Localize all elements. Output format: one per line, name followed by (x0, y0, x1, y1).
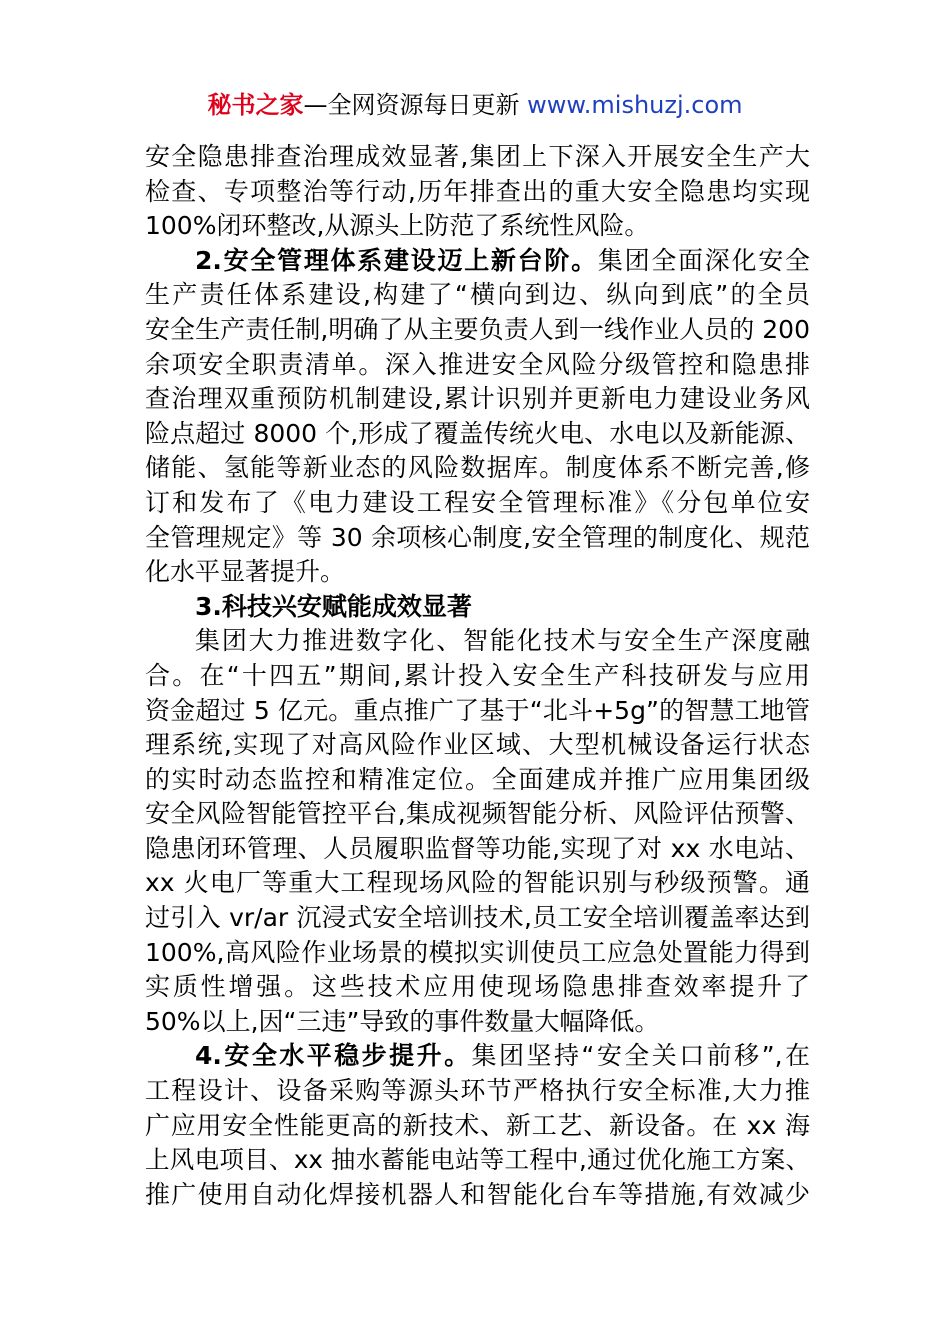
text-line: 理系统,实现了对高风险作业区域、大型机械设备运行状态 (145, 730, 810, 760)
text-line: 实质性增强。这些技术应用使现场隐患排查效率提升了 (145, 972, 810, 1002)
text-line: 集团坚持“安全关口前移”,在 (471, 1041, 810, 1071)
text-line: xx 火电厂等重大工程现场风险的智能识别与秒级预警。通 (145, 868, 810, 898)
text-line: 集团全面深化安全 (597, 245, 810, 275)
document-body (145, 140, 810, 1212)
text-line: 过引入 vr/ar 沉浸式安全培训技术,员工安全培训覆盖率达到 (145, 903, 810, 933)
text-line: 安全风险智能管控平台,集成视频智能分析、风险评估预警、 (145, 799, 810, 829)
text-line: 余项安全职责清单。深入推进安全风险分级管控和隐患排 (145, 349, 810, 379)
text-line: 化水平显著提升。 (145, 557, 346, 587)
text-line: 推广使用自动化焊接机器人和智能化台车等措施,有效减少 (145, 1179, 810, 1209)
text-line: 生产责任体系建设,构建了“横向到边、纵向到底”的全员 (145, 280, 810, 310)
text-line: 广应用安全性能更高的新技术、新工艺、新设备。在 xx 海 (145, 1110, 810, 1140)
text-line: 查治理双重预防机制建设,累计识别并更新电力建设业务风 (145, 384, 810, 414)
text-line: 100%,高风险作业场景的模拟实训使员工应急处置能力得到 (145, 937, 810, 967)
text-line: 检查、专项整治等行动,历年排查出的重大安全隐患均实现 (145, 176, 810, 206)
text-line: 储能、氢能等新业态的风险数据库。制度体系不断完善,修 (145, 453, 810, 483)
text-line: 集团大力推进数字化、智能化技术与安全生产深度融 (195, 626, 810, 656)
section-4-first-line (145, 1039, 810, 1074)
section-3-heading: 3.科技兴安赋能成效显著 (195, 591, 472, 621)
text-line: 的实时动态监控和精准定位。全面建成并推广应用集团级 (145, 764, 810, 794)
text-line: 隐患闭环管理、人员履职监督等功能,实现了对 xx 水电站、 (145, 833, 810, 863)
site-header (0, 88, 950, 122)
section-4-heading: 4.安全水平稳步提升。 (195, 1041, 472, 1071)
site-brand: 秘书之家 (207, 91, 304, 119)
text-line: 安全生产责任制,明确了从主要负责人到一线作业人员的 200 (145, 314, 810, 344)
text-line: 订和发布了《电力建设工程安全管理标准》《分包单位安 (145, 487, 810, 517)
section-2-heading: 2.安全管理体系建设迈上新台阶。 (195, 245, 598, 275)
text-line: 100%闭环整改,从源头上防范了系统性风险。 (145, 211, 650, 241)
text-line: 全管理规定》等 30 余项核心制度,安全管理的制度化、规范 (145, 522, 810, 552)
text-line: 资金超过 5 亿元。重点推广了基于“北斗+5g”的智慧工地管 (145, 695, 810, 725)
text-line: 安全隐患排查治理成效显著,集团上下深入开展安全生产大 (145, 142, 810, 171)
section-2-first-line (145, 244, 810, 279)
site-url-link[interactable]: www.mishuzj.com (527, 91, 743, 119)
site-tagline: —全网资源每日更新 (303, 91, 520, 119)
text-line: 合。在“十四五”期间,累计投入安全生产科技研发与应用 (145, 660, 810, 690)
text-line: 50%以上,因“三违”导致的事件数量大幅降低。 (145, 1006, 660, 1036)
text-line: 上风电项目、xx 抽水蓄能电站等工程中,通过优化施工方案、 (145, 1145, 810, 1175)
text-line: 工程设计、设备采购等源头环节严格执行安全标准,大力推 (145, 1076, 810, 1106)
text-line: 险点超过 8000 个,形成了覆盖传统火电、水电以及新能源、 (145, 418, 810, 448)
